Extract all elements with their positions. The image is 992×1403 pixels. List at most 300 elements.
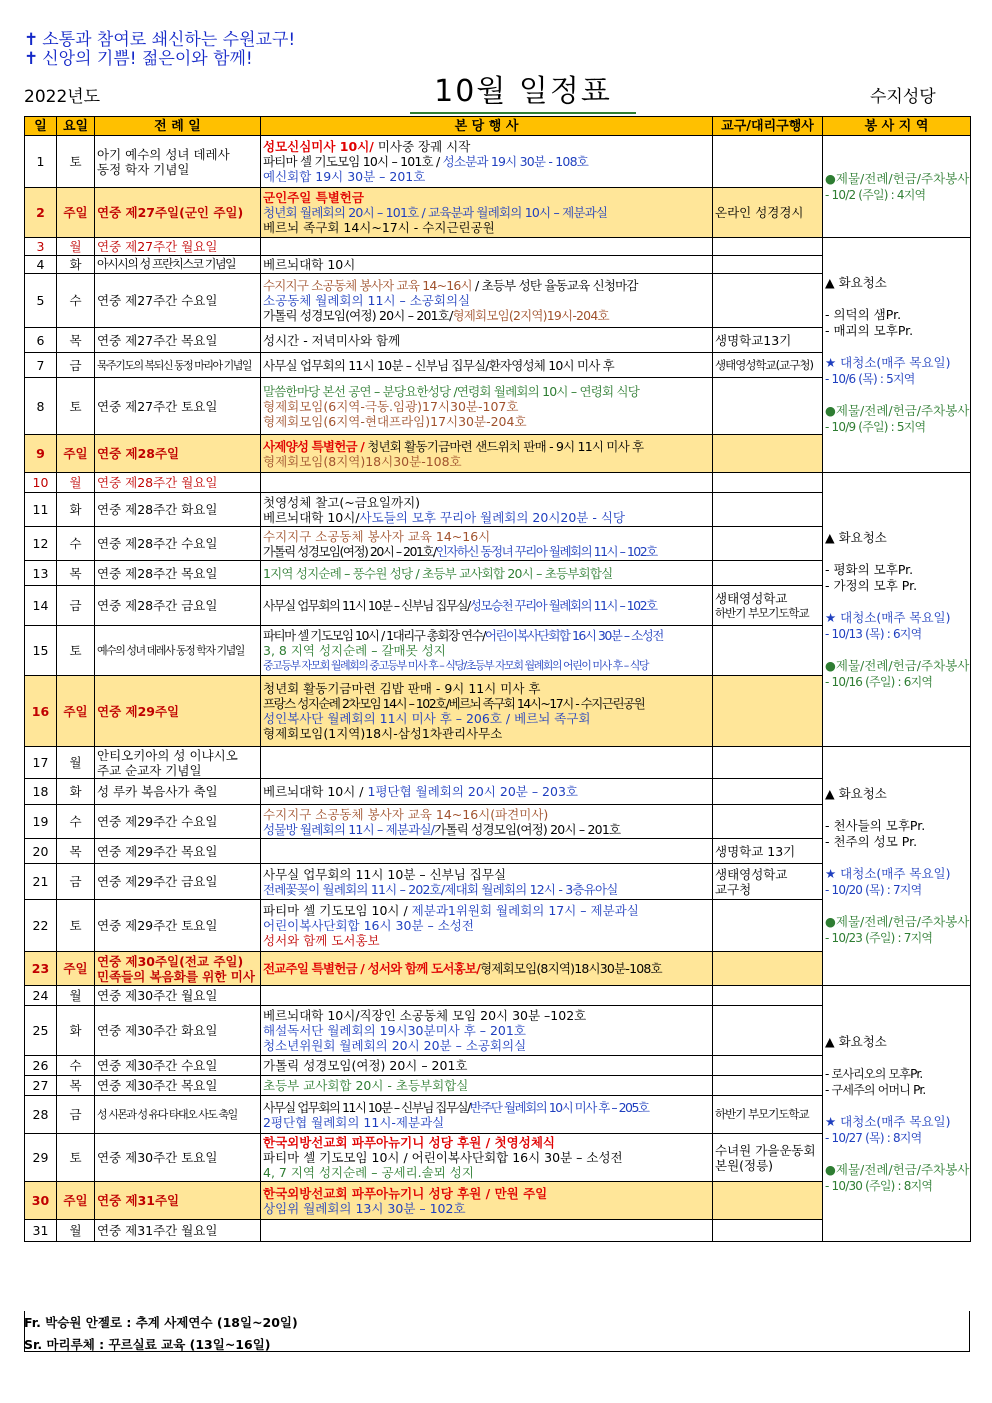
event-line: [263, 293, 710, 308]
event-line: [263, 220, 710, 235]
event-line: [263, 903, 710, 918]
weekday-cell: 토: [57, 1134, 95, 1182]
volunteer-line: [825, 1050, 968, 1066]
day-cell: 18: [25, 779, 57, 805]
liturgy-cell: [95, 864, 261, 900]
event-cell: [261, 900, 713, 952]
liturgy-line: 연중 제30주간 목요일: [97, 1078, 218, 1093]
table-row: [25, 136, 971, 188]
volunteer-line: ●제물/전례/헌금/주차봉사: [825, 914, 970, 929]
liturgy-cell: [95, 188, 261, 238]
weekday-cell: 화: [57, 256, 95, 274]
day-cell: 26: [25, 1056, 57, 1076]
event-line: [263, 510, 710, 525]
liturgy-cell: [95, 839, 261, 864]
day-cell: 22: [25, 900, 57, 952]
event-line: [263, 807, 710, 822]
diocese-cell: [713, 805, 823, 839]
table-row: [25, 747, 971, 779]
diocese-cell: [713, 136, 823, 188]
event-text: 청년회 월례회의 20시 – 101호 / 교육분과 월례회의 10시 – 제분과실: [263, 205, 608, 220]
event-cell: [261, 527, 713, 561]
event-text: 사무실 업무회의 11시 10분 – 신부님 집무실/환자영성체 10시 미사 후: [263, 357, 614, 373]
weekday-cell: 주일: [57, 952, 95, 986]
day-cell: 12: [25, 527, 57, 561]
weekday-cell: 월: [57, 238, 95, 256]
table-row: [25, 986, 971, 1006]
volunteer-line: ●제물/전례/헌금/주차봉사: [825, 170, 970, 186]
event-line: [263, 454, 710, 469]
volunteer-line: [825, 898, 968, 914]
event-text: 형제회모임(6지역-현대프라임)17시30분-204호: [263, 413, 527, 429]
diocese-cell: [713, 256, 823, 274]
volunteer-line: - 가정의 모후 Pr.: [825, 577, 918, 593]
liturgy-cell: [95, 952, 261, 986]
volunteer-line: ▲ 화요청소: [825, 1033, 887, 1049]
day-cell: 7: [25, 353, 57, 378]
liturgy-line: 연중 제27주간 수요일: [97, 293, 218, 308]
event-text: 첫영성체 찰고(~금요일까지): [263, 494, 421, 510]
event-cell: [261, 188, 713, 238]
day-cell: 1: [25, 136, 57, 188]
event-text: 성시간 - 저녁미사와 함께: [263, 332, 401, 348]
event-text: 초등부 교사회합 20시 - 초등부회합실: [263, 1078, 469, 1093]
event-text: 상임위 월례회의 13시 30분 – 102호: [263, 1200, 466, 1216]
event-cell: [261, 952, 713, 986]
liturgy-line: 연중 제28주일: [97, 446, 180, 461]
event-text: 수지지구 소공동체 봉사자 교육 14~16시: [263, 278, 472, 293]
event-cell: [261, 328, 713, 353]
event-line: [263, 1023, 710, 1038]
diocese-cell: [713, 188, 823, 238]
event-text: 반주단 월례회의 10시 미사 후 – 205호: [469, 1099, 649, 1115]
diocese-line: 본원(정릉): [715, 1157, 774, 1173]
weekday-cell: 수: [57, 274, 95, 328]
event-line: [263, 1165, 710, 1180]
event-text: 어린이복사단회합 16시 30분 – 소성전: [484, 628, 663, 643]
liturgy-line: 연중 제27주간 토요일: [97, 398, 218, 414]
liturgy-line: 민족들의 복음화를 위한 미사: [97, 968, 255, 984]
event-cell: [261, 136, 713, 188]
liturgy-cell: [95, 1134, 261, 1182]
event-line: [263, 1135, 710, 1150]
event-line: [263, 1058, 710, 1073]
volunteer-line: ▲ 화요청소: [825, 786, 887, 801]
diocese-line: 온라인 성경경시: [715, 205, 804, 220]
volunteer-line: [825, 642, 968, 658]
liturgy-line: 연중 제30주간 월요일: [97, 988, 218, 1003]
event-text: 사무실 업무회의 11시 10분 – 신부님 집무실: [263, 866, 507, 882]
event-cell: [261, 274, 713, 328]
volunteer-line: [825, 1146, 968, 1162]
liturgy-line: 연중 제27주일(군인 주일): [97, 205, 244, 220]
header-events: 본 당 행 사: [261, 117, 713, 136]
year-label: 2022년도: [24, 87, 101, 107]
volunteer-line: - 10/6 (목) : 5지역: [825, 372, 915, 386]
liturgy-cell: [95, 473, 261, 493]
volunteer-line: ★ 대청소(매주 목요일): [825, 866, 951, 881]
liturgy-line: 묵주기도의 복되신 동정 마리아 기념일: [97, 358, 252, 372]
volunteer-line: [825, 850, 968, 866]
event-line: [263, 439, 710, 454]
weekday-cell: 월: [57, 986, 95, 1006]
liturgy-line: 동정 학자 기념일: [97, 161, 190, 177]
liturgy-line: 연중 제31주간 월요일: [97, 1223, 218, 1238]
diocese-cell: [713, 626, 823, 676]
volunteer-line: ★ 대청소(매주 목요일): [825, 355, 951, 370]
volunteer-line: ●제물/전례/헌금/주차봉사: [825, 1161, 970, 1177]
volunteer-line: ●제물/전례/헌금/주차봉사: [825, 657, 970, 673]
event-line: [263, 205, 710, 220]
event-text: 가톨릭 성경모임(여정) 20시 – 201호/: [263, 543, 436, 559]
weekday-cell: 목: [57, 561, 95, 586]
event-cell: [261, 676, 713, 747]
day-cell: 3: [25, 238, 57, 256]
volunteer-cell: [823, 986, 971, 1242]
event-text: 형제회모임(8지역)18시30분-108호: [479, 961, 662, 976]
event-cell: [261, 1076, 713, 1096]
event-text: 제분과1위원회 월례회의 17시 – 제분과실: [411, 903, 639, 918]
event-cell: [261, 986, 713, 1006]
event-line: [263, 384, 710, 399]
event-text: 파티마 셀 기도모임 10시 /: [263, 903, 412, 918]
liturgy-line: 연중 제27주간 월요일: [97, 239, 218, 254]
diocese-cell: [713, 527, 823, 561]
weekday-cell: 금: [57, 1096, 95, 1134]
liturgy-line: 연중 제30주간 수요일: [97, 1058, 218, 1073]
day-cell: 14: [25, 586, 57, 626]
liturgy-line: 연중 제27주간 목요일: [97, 332, 218, 348]
event-line: [263, 190, 710, 205]
liturgy-line: 연중 제30주간 화요일: [97, 1023, 218, 1038]
event-text: 형제회모임(8지역)18시30분-108호: [263, 453, 462, 469]
diocese-cell: [713, 353, 823, 378]
event-text: 1지역 성지순례 – 풍수원 성당 / 초등부 교사회합 20시 – 초등부회합실: [263, 565, 613, 581]
volunteer-line: - 천주의 성모 Pr.: [825, 834, 918, 849]
volunteer-line: - 10/30 (주일) : 8지역: [825, 1178, 933, 1193]
liturgy-line: 아시시의 성 프란치스코 기념일: [97, 257, 236, 271]
liturgy-line: 연중 제29주간 토요일: [97, 918, 218, 933]
event-line: [263, 333, 710, 348]
cross-icon: ✝: [24, 30, 39, 50]
header-volunteer: 봉 사 지 역: [823, 117, 971, 136]
event-text: 베르뇌대학 10시/직장인 소공동체 모임 20시 30분 –102호: [263, 1008, 587, 1023]
volunteer-cell: [823, 473, 971, 747]
weekday-cell: 목: [57, 1076, 95, 1096]
liturgy-line: 연중 제28주간 월요일: [97, 475, 218, 490]
liturgy-cell: [95, 1096, 261, 1134]
event-cell: [261, 378, 713, 435]
event-text: 수지지구 소공동체 봉사자 교육 14~16시: [263, 528, 491, 544]
day-cell: 30: [25, 1182, 57, 1220]
liturgy-line: 연중 제28주간 수요일: [97, 536, 218, 551]
liturgy-cell: [95, 1220, 261, 1242]
liturgy-cell: [95, 900, 261, 952]
diocese-cell: [713, 1220, 823, 1242]
event-cell: [261, 1220, 713, 1242]
event-text: 베르뇌대학 10시: [263, 257, 356, 272]
diocese-cell: [713, 561, 823, 586]
liturgy-cell: [95, 1006, 261, 1056]
day-cell: 2: [25, 188, 57, 238]
weekday-cell: 토: [57, 136, 95, 188]
diocese-line: 생태영성학교(교구청): [715, 357, 813, 372]
event-line: [263, 784, 710, 799]
diocese-line: 하반기 부모기도학교: [715, 605, 809, 620]
volunteer-line: ●제물/전례/헌금/주차봉사: [825, 403, 970, 418]
volunteer-line: [825, 802, 968, 818]
weekday-cell: 주일: [57, 188, 95, 238]
volunteer-line: [825, 546, 968, 562]
liturgy-line: 연중 제28주간 화요일: [97, 502, 218, 517]
event-cell: [261, 626, 713, 676]
diocese-cell: [713, 1134, 823, 1182]
liturgy-line: 안티오키아의 성 이냐시오: [97, 747, 238, 763]
liturgy-cell: [95, 328, 261, 353]
diocese-cell: [713, 747, 823, 779]
diocese-cell: [713, 1096, 823, 1134]
event-line: [263, 711, 710, 726]
event-cell: [261, 1096, 713, 1134]
volunteer-line: - 매괴의 모후Pr.: [825, 323, 914, 338]
weekday-cell: 수: [57, 527, 95, 561]
weekday-cell: 주일: [57, 435, 95, 473]
volunteer-line: - 10/9 (주일) : 5지역: [825, 420, 926, 434]
volunteer-line: ▲ 화요청소: [825, 275, 887, 290]
weekday-cell: 수: [57, 805, 95, 839]
schedule-table: [24, 116, 971, 1242]
cross-icon: ✝: [24, 49, 39, 69]
diocese-cell: [713, 952, 823, 986]
liturgy-cell: [95, 626, 261, 676]
event-line: [263, 139, 710, 154]
weekday-cell: 월: [57, 1220, 95, 1242]
header-liturgy: 전 례 일: [95, 117, 261, 136]
event-text: 성서와 함께 도서홍보: [263, 933, 380, 948]
liturgy-line: 성 루카 복음사가 축일: [97, 784, 218, 799]
day-cell: 6: [25, 328, 57, 353]
weekday-cell: 토: [57, 900, 95, 952]
day-cell: 10: [25, 473, 57, 493]
event-line: [263, 681, 710, 696]
day-cell: 8: [25, 378, 57, 435]
event-line: [263, 308, 710, 323]
diocese-line: 하반기 부모기도학교: [715, 1107, 809, 1121]
slogan-1: ✝ 소통과 참여로 쇄신하는 수원교구!: [24, 30, 296, 50]
event-text: 베르뇌대학 10시/: [263, 509, 360, 525]
day-cell: 23: [25, 952, 57, 986]
weekday-cell: 화: [57, 1006, 95, 1056]
diocese-cell: [713, 378, 823, 435]
event-line: [263, 1186, 710, 1201]
volunteer-line: [825, 1098, 968, 1114]
table-header-row: [25, 117, 971, 136]
event-text: 한국외방선교회 파푸아뉴기니 성당 후원 / 만원 주일: [263, 1185, 548, 1201]
note-1: Fr. 박승원 안젤로 : 추계 사제연수 (18일~20일): [24, 1315, 298, 1330]
table-row: [25, 473, 971, 493]
event-line: [263, 822, 710, 837]
header-day: 일: [25, 117, 57, 136]
diocese-cell: [713, 435, 823, 473]
diocese-line: 생명학교 13기: [715, 843, 796, 859]
volunteer-line: - 구세주의 어머니 Pr.: [825, 1082, 926, 1097]
volunteer-line: ★ 대청소(매주 목요일): [825, 1113, 951, 1129]
event-cell: [261, 435, 713, 473]
page-title: 10월 일정표: [410, 66, 636, 114]
liturgy-cell: [95, 747, 261, 779]
event-text: 파티마 셀 기도모임 10시 – 101호 /: [263, 154, 443, 169]
event-line: [263, 566, 710, 581]
liturgy-cell: [95, 378, 261, 435]
weekday-cell: 목: [57, 328, 95, 353]
volunteer-line: ▲ 화요청소: [825, 529, 887, 545]
day-cell: 5: [25, 274, 57, 328]
diocese-cell: [713, 1056, 823, 1076]
event-cell: [261, 586, 713, 626]
event-text: 소공동체 월례회의 11시 – 소공회의실: [263, 293, 471, 308]
volunteer-line: - 10/13 (목) : 6지역: [825, 626, 922, 641]
event-line: [263, 169, 710, 184]
volunteer-line: [825, 339, 968, 355]
diocese-cell: [713, 1076, 823, 1096]
event-text: 형제회모임(1지역)18시-삼성1차관리사무소: [263, 726, 503, 741]
event-text: 성물방 월례회의 11시 – 제분과실/: [263, 821, 435, 837]
volunteer-line: - 평화의 모후Pr.: [825, 561, 914, 577]
volunteer-cell: [823, 747, 971, 986]
liturgy-cell: [95, 586, 261, 626]
event-text: 2평단협 월례회의 11시-제분과실: [263, 1114, 445, 1130]
event-line: [263, 658, 710, 673]
day-cell: 17: [25, 747, 57, 779]
volunteer-line: - 10/23 (주일) : 7지역: [825, 931, 933, 945]
liturgy-cell: [95, 779, 261, 805]
liturgy-cell: [95, 353, 261, 378]
event-text: 성모신심미사 10시/: [263, 139, 374, 154]
event-text: 미사중 장궤 시작: [373, 139, 471, 154]
event-line: [263, 933, 710, 948]
event-cell: [261, 1006, 713, 1056]
event-line: [263, 1100, 710, 1115]
liturgy-cell: [95, 238, 261, 256]
day-cell: 19: [25, 805, 57, 839]
volunteer-line: - 의덕의 샘Pr.: [825, 307, 902, 322]
liturgy-line: 연중 제30주간 토요일: [97, 1150, 218, 1165]
weekday-cell: 토: [57, 626, 95, 676]
event-cell: [261, 473, 713, 493]
event-text: 중고등부 자모회 월례회의 중고등부 미사 후 – 식당/초등부 자모회 월례회의 어린이 미사 후 – 식당: [263, 659, 648, 672]
event-line: [263, 961, 710, 976]
event-text: 예신회합 19시 30분 – 201호: [263, 169, 426, 184]
event-text: 수지지구 소공동체 봉사자 교육 14~16시(파견미사): [263, 806, 549, 822]
volunteer-line: - 10/16 (주일) : 6지역: [825, 674, 933, 689]
day-cell: 15: [25, 626, 57, 676]
event-line: [263, 696, 710, 711]
note-2: Sr. 마리루체 : 꾸르실료 교육 (13일~16일): [24, 1337, 271, 1352]
weekday-cell: 주일: [57, 1182, 95, 1220]
event-line: [263, 643, 710, 658]
diocese-line: 생태영성학교: [715, 590, 788, 606]
day-cell: 29: [25, 1134, 57, 1182]
event-text: 파티마 셀 기도모임 10시 / 어린이복사단회합 16시 30분 – 소성전: [263, 1150, 623, 1165]
liturgy-cell: [95, 805, 261, 839]
event-cell: [261, 747, 713, 779]
diocese-cell: [713, 473, 823, 493]
event-cell: [261, 561, 713, 586]
diocese-cell: [713, 328, 823, 353]
event-cell: [261, 839, 713, 864]
event-cell: [261, 805, 713, 839]
event-line: [263, 867, 710, 882]
volunteer-line: [825, 291, 968, 307]
event-line: [263, 1078, 710, 1093]
event-text: 전례꽃꽂이 월례회의 11시 – 202호/제대회 월례회의 12시 - 3층유아실: [263, 881, 618, 897]
liturgy-cell: [95, 986, 261, 1006]
liturgy-cell: [95, 493, 261, 527]
event-cell: [261, 1134, 713, 1182]
diocese-cell: [713, 493, 823, 527]
header-weekday: 요일: [57, 117, 95, 136]
liturgy-cell: [95, 256, 261, 274]
volunteer-cell: [823, 238, 971, 473]
day-cell: 25: [25, 1006, 57, 1056]
volunteer-cell: [823, 136, 971, 238]
event-line: [263, 918, 710, 933]
weekday-cell: 금: [57, 586, 95, 626]
weekday-cell: 목: [57, 839, 95, 864]
event-line: [263, 598, 710, 613]
weekday-cell: 화: [57, 493, 95, 527]
diocese-cell: [713, 839, 823, 864]
parish-name: 수지성당: [870, 87, 936, 107]
liturgy-line: 연중 제28주간 금요일: [97, 598, 218, 613]
weekday-cell: 주일: [57, 676, 95, 747]
liturgy-cell: [95, 274, 261, 328]
liturgy-line: 주교 순교자 기념일: [97, 762, 202, 778]
liturgy-cell: [95, 676, 261, 747]
liturgy-line: 연중 제30주일(전교 주일): [97, 953, 244, 969]
diocese-cell: [713, 1182, 823, 1220]
weekday-cell: 토: [57, 378, 95, 435]
event-text: 인자하신 동정녀 꾸리아 월례회의 11시 – 102호: [435, 543, 657, 559]
diocese-cell: [713, 274, 823, 328]
diocese-cell: [713, 864, 823, 900]
event-line: [263, 1201, 710, 1216]
event-text: 해설독서단 월례회의 19시30분미사 후 – 201호: [263, 1023, 526, 1038]
day-cell: 9: [25, 435, 57, 473]
event-line: [263, 495, 710, 510]
event-line: [263, 1008, 710, 1023]
diocese-line: 교구청: [715, 881, 752, 897]
weekday-cell: 화: [57, 779, 95, 805]
event-text: 사도들의 모후 꾸리아 월례회의 20시20분 - 식당: [359, 509, 625, 525]
event-text: 1평단협 월례회의 20시 20분 – 203호: [367, 784, 578, 799]
event-text: 파티마 셀 기도모임 10시 / 1대리구 총회장 연수/: [263, 628, 485, 643]
event-line: [263, 154, 710, 169]
event-text: 사제양성 특별헌금 /: [263, 438, 365, 454]
event-line: [263, 257, 710, 272]
event-text: 청년회 활동기금마련 김밥 판매 - 9시 11시 미사 후: [263, 681, 541, 696]
event-text: 가톨릭 성경모임(여정) 20시 – 201호: [263, 1058, 468, 1073]
event-line: [263, 358, 710, 373]
event-text: 가톨릭 성경모임(여정) 20시 – 201호: [434, 821, 621, 837]
diocese-cell: [713, 986, 823, 1006]
day-cell: 11: [25, 493, 57, 527]
liturgy-line: 연중 제29주간 목요일: [97, 843, 218, 859]
volunteer-line: [825, 594, 968, 610]
event-text: 성소분과 19시 30분 - 108호: [442, 154, 588, 169]
day-cell: 31: [25, 1220, 57, 1242]
liturgy-line: 연중 제28주간 목요일: [97, 565, 218, 581]
